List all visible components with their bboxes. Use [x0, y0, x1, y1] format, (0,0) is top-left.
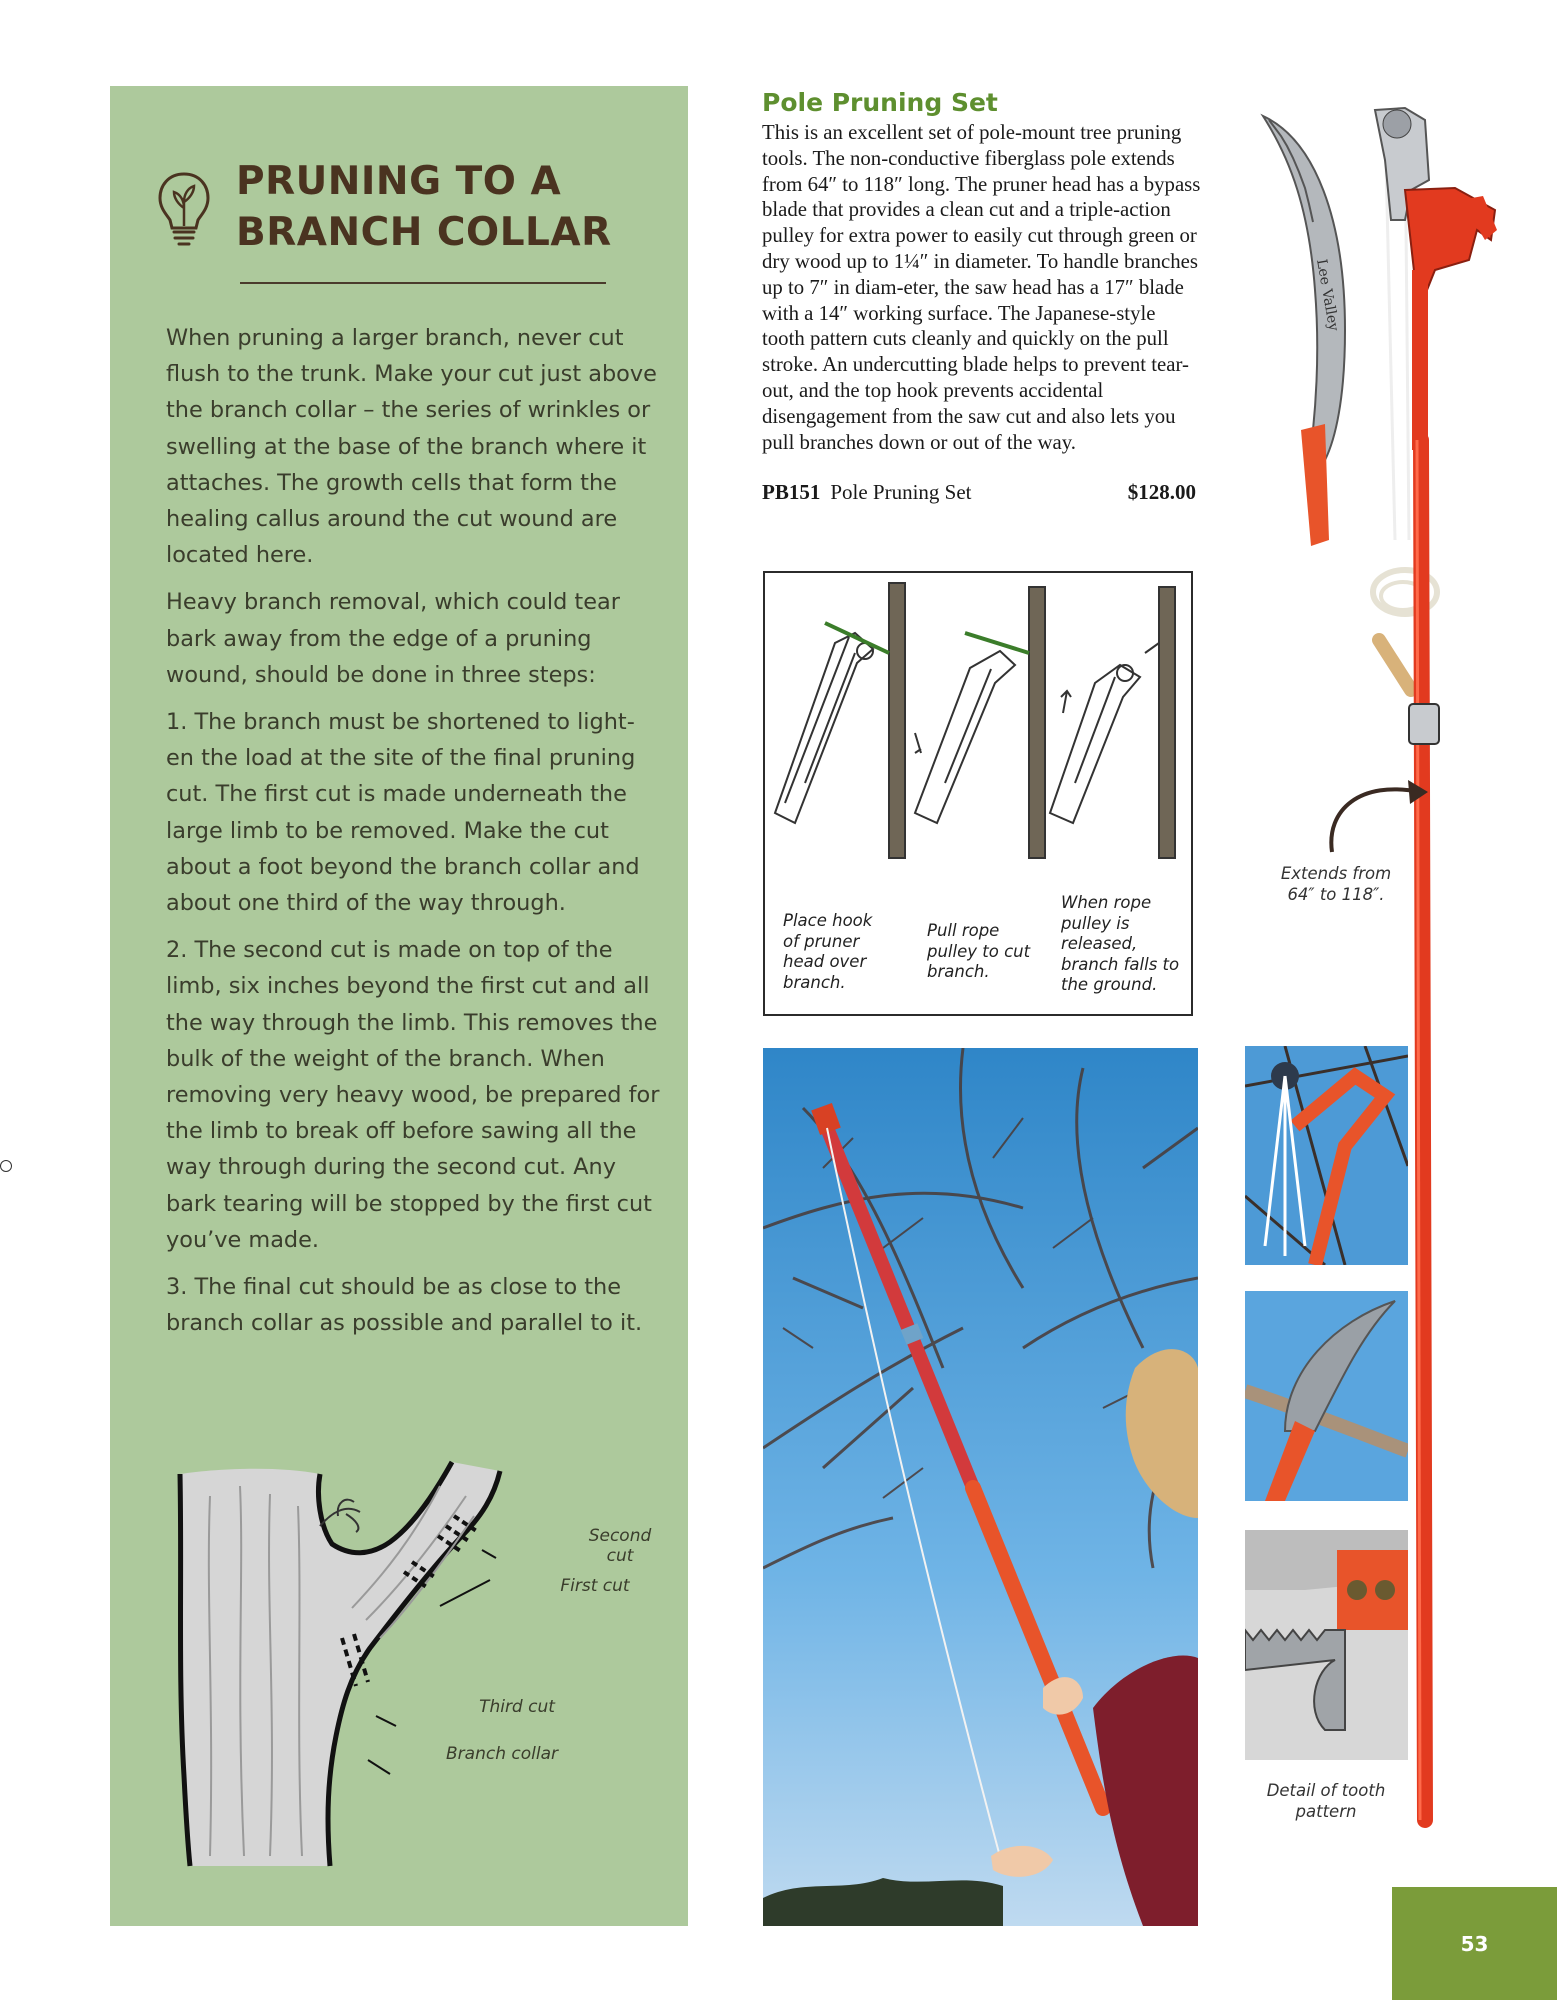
first-cut-label: First cut: [560, 1576, 630, 1596]
pole-pruner-in-use-photo: [763, 1048, 1198, 1926]
branch-collar-diagram: [170, 1376, 670, 1876]
second-cut-label: Second cut: [588, 1526, 652, 1566]
sidebar-title: PRUNING TO A BRANCH COLLAR: [236, 159, 612, 255]
sidebar-paragraph: 2. The second cut is made on top of the limb, six inches beyond the first cut and all the way through the limb. This removes the bulk of the weight of the branch. When removing very heavy wood, be prepared for the limb to break off before sawing all the way through during the second cut. Any bark tearing will be stopped by the first cut you’ve made.: [166, 937, 660, 1253]
product-price: $128.00: [1127, 480, 1196, 504]
product-code: PB151: [762, 480, 821, 504]
product-title: Pole Pruning Set: [762, 88, 998, 117]
title-divider: [240, 282, 606, 284]
step-2-caption: Pull rope pulley to cut branch.: [927, 921, 1031, 981]
step-1-caption: Place hook of pruner head over branch.: [783, 911, 873, 992]
usage-instructions-box: [763, 571, 1193, 1016]
product-name: Pole Pruning Set: [830, 480, 972, 504]
branch-collar-label: Branch collar: [446, 1744, 558, 1764]
pruner-usage-illustration: [765, 573, 1191, 873]
third-cut-label: Third cut: [479, 1697, 555, 1717]
tooth-detail-caption: Detail of tooth pattern: [1266, 1781, 1386, 1821]
sidebar-paragraph: 1. The branch must be shortened to light-en the load at the site of the final pruning cut. The first cut is made underneath the large limb to be removed. Make the cut about a foot beyond the branch collar and about one third of the way through.: [166, 709, 640, 917]
extends-arrow-icon: [1320, 770, 1440, 860]
page-number: 53: [1392, 1887, 1557, 2000]
saw-brand-label: Lee Valley: [1313, 257, 1342, 333]
pruning-sidebar: [110, 86, 688, 1926]
step-3-caption: When rope pulley is released, branch falls to the ground.: [1061, 893, 1180, 994]
product-order-line: [762, 480, 1196, 508]
margin-mark: [0, 1160, 12, 1172]
pole-pruning-set-product-photo: [1255, 100, 1515, 1840]
sidebar-paragraph: 3. The final cut should be as close to the branch collar as possible and parallel to it.: [166, 1274, 643, 1337]
sidebar-paragraph: Heavy branch removal, which could tear bark away from the edge of a pruning wound, should be done in three steps:: [166, 589, 620, 688]
sidebar-body: [166, 320, 662, 1352]
sidebar-paragraph: When pruning a larger branch, never cut flush to the trunk. Make your cut just above the branch collar – the series of wrinkles or swelling at the base of the branch where it attaches. The growth cells that form the healing callus around the cut wound are located here.: [166, 325, 657, 569]
product-description: This is an excellent set of pole-mount tree pruning tools. The non-conductive fiberglass pole extends from 64″ to 118″ long. The pruner head has a bypass blade that provides a clean cut and a triple-action pulley for extra power to easily cut through green or dry wood up to 1¼″ in diameter. To handle branches up to 7″ in diam-eter, the saw head has a 17″ blade with a 14″ working surface. The Japanese-style tooth pattern cuts cleanly and quickly on the pull stroke. An undercutting blade helps to prevent tear-out, and the top hook prevents accidental disengagement from the saw cut and also lets you pull branches down or out of the way.: [762, 121, 1201, 454]
lightbulb-icon: [154, 168, 214, 248]
extends-caption: Extends from 64″ to 118″.: [1280, 864, 1392, 904]
